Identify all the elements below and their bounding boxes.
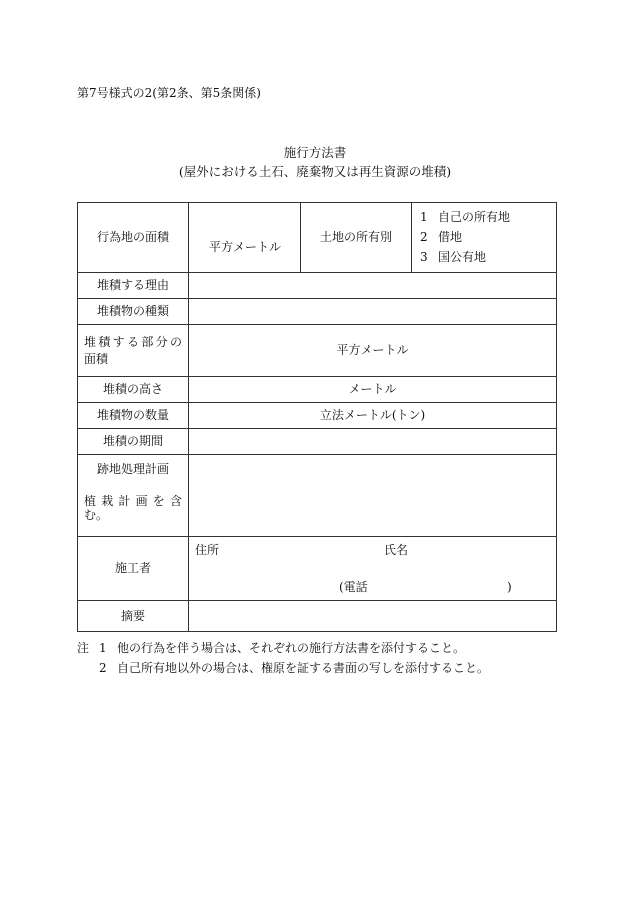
- note-text: 自己所有地以外の場合は、権原を証する書面の写しを添付すること。: [117, 661, 490, 675]
- site-plan-label-line3: む。: [84, 508, 109, 523]
- table-row: [78, 601, 557, 632]
- quantity-unit: 立法メートル(トン): [319, 408, 426, 423]
- height-unit: メートル: [348, 382, 397, 397]
- table-row: [78, 299, 557, 325]
- option-label: 自己の所有地: [438, 210, 511, 224]
- table-row: [78, 429, 557, 455]
- table-row: [78, 203, 557, 273]
- area-field[interactable]: [189, 203, 301, 273]
- table-row: [78, 377, 557, 403]
- site-plan-field[interactable]: [189, 455, 557, 537]
- note-number: 2: [99, 661, 107, 675]
- pile-area-label: [78, 325, 189, 377]
- ownership-option[interactable]: [420, 227, 548, 247]
- option-label: 国公有地: [438, 250, 487, 264]
- table-row: [78, 403, 557, 429]
- note-item: [77, 658, 489, 678]
- note-text: 他の行為を伴う場合は、それぞれの施行方法書を添付すること。: [117, 641, 466, 655]
- remarks-label: 摘要: [78, 601, 189, 632]
- ownership-options[interactable]: [412, 203, 557, 273]
- area-label: 行為地の面積: [78, 203, 189, 273]
- ownership-label: 土地の所有別: [301, 203, 412, 273]
- form-number: 第7号様式の2(第2条、第5条関係): [77, 86, 261, 100]
- option-number: 2: [420, 230, 428, 244]
- construction-method-table: [77, 202, 557, 632]
- site-plan-label-line2: 植栽計画を含: [84, 493, 182, 508]
- builder-name-label: 氏名: [384, 543, 409, 557]
- ownership-option[interactable]: [420, 207, 548, 227]
- table-row: [78, 455, 557, 537]
- reason-field[interactable]: [189, 273, 557, 299]
- builder-label: 施工者: [78, 537, 189, 601]
- area-unit: 平方メートル: [209, 240, 282, 255]
- reason-label: 堆積する理由: [78, 273, 189, 299]
- table-row: [78, 273, 557, 299]
- option-number: 3: [420, 250, 428, 264]
- remarks-field[interactable]: [189, 601, 557, 632]
- pile-area-unit: 平方メートル: [336, 343, 409, 358]
- option-label: 借地: [438, 230, 463, 244]
- document-subtitle: (屋外における土石、廃棄物又は再生資源の堆積): [178, 164, 452, 179]
- period-label: 堆積の期間: [78, 429, 189, 455]
- builder-phone-label: (電話: [339, 580, 368, 594]
- note-item: [77, 638, 489, 658]
- table-row: [78, 325, 557, 377]
- option-number: 1: [420, 210, 428, 224]
- period-field[interactable]: [189, 429, 557, 455]
- pile-area-field[interactable]: [189, 325, 557, 377]
- site-plan-label: [78, 455, 189, 537]
- ownership-option[interactable]: [420, 247, 548, 267]
- height-label: 堆積の高さ: [78, 377, 189, 403]
- table-row: [78, 537, 557, 601]
- builder-phone-close: ): [507, 580, 512, 594]
- builder-address-label: 住所: [195, 543, 220, 557]
- note-head: 注: [77, 641, 90, 655]
- type-label: 堆積物の種類: [78, 299, 189, 325]
- pile-area-label-line2: 面積: [84, 351, 109, 366]
- builder-field[interactable]: [189, 537, 557, 601]
- site-plan-label-line1: 跡地処理計画: [96, 462, 169, 476]
- type-field[interactable]: [189, 299, 557, 325]
- pile-area-label-line1: 堆積する部分の: [84, 334, 182, 349]
- document-title: 施行方法書: [283, 145, 347, 160]
- quantity-field[interactable]: [189, 403, 557, 429]
- height-field[interactable]: [189, 377, 557, 403]
- notes: [77, 638, 489, 678]
- quantity-label: 堆積物の数量: [78, 403, 189, 429]
- note-number: 1: [99, 641, 107, 655]
